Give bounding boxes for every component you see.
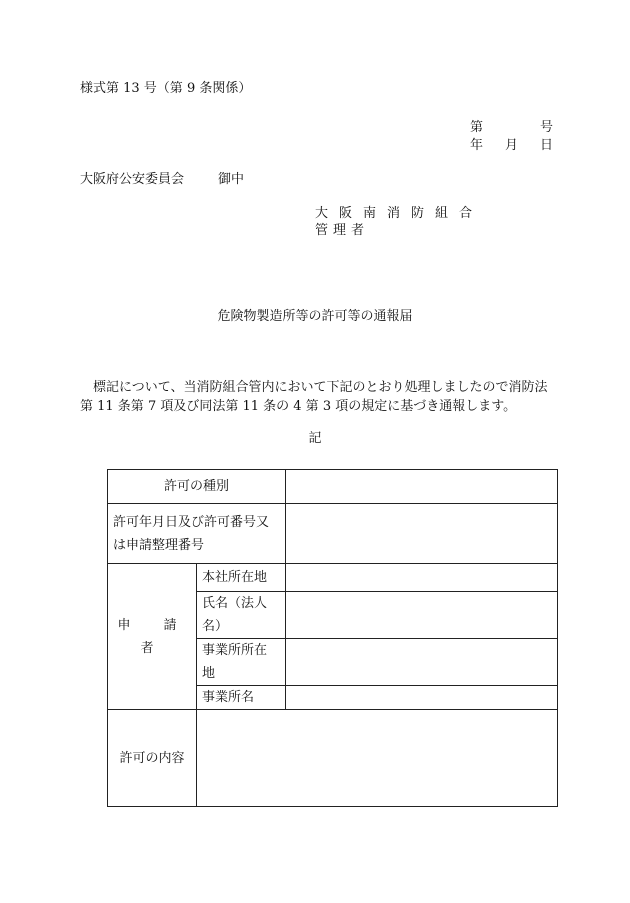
applicant-label: 申 請 者 — [108, 564, 197, 710]
name-label: 氏名（法人名） — [196, 592, 285, 639]
office-name-field[interactable] — [285, 686, 557, 710]
date-month-label: 月 — [505, 138, 519, 153]
permit-content-field[interactable] — [196, 710, 557, 807]
permit-type-field[interactable] — [285, 470, 557, 504]
permit-type-label: 許可の種別 — [108, 470, 286, 504]
table-row — [108, 504, 558, 564]
document-title: 危険物製造所等の許可等の通報届 — [217, 309, 413, 324]
table-row — [108, 710, 558, 807]
form-number: 様式第 13 号（第 9 条関係） — [80, 81, 252, 96]
date-day-label: 日 — [540, 138, 554, 153]
permit-date-number-field[interactable] — [285, 504, 557, 564]
table-row — [108, 564, 558, 592]
notification-form-table — [107, 469, 558, 807]
sender-organization: 大阪南消防組合 — [315, 206, 484, 221]
ki-heading: 記 — [308, 431, 322, 446]
date-year-label: 年 — [470, 138, 484, 153]
sender-title: 管理者 — [315, 223, 370, 238]
office-name-label: 事業所名 — [196, 686, 285, 710]
addressee-honorific: 御中 — [218, 172, 245, 187]
document-number-suffix: 号 — [540, 120, 554, 135]
table-row — [108, 470, 558, 504]
office-address-label: 事業所所在地 — [196, 639, 285, 686]
document-body: 標記について、当消防組合管内において下記のとおり処理しましたので消防法第 11 条第 7 項及び同法第 11 条の 4 第 3 項の規定に基づき通報します。 — [80, 380, 548, 414]
document-number-label: 第 — [470, 120, 484, 135]
office-address-field[interactable] — [285, 639, 557, 686]
hq-address-field[interactable] — [285, 564, 557, 592]
permit-date-number-label: 許可年月日及び許可番号又は申請整理番号 — [108, 504, 286, 564]
hq-address-label: 本社所在地 — [196, 564, 285, 592]
permit-content-label: 許可の内容 — [108, 710, 197, 807]
addressee-name: 大阪府公安委員会 — [80, 172, 185, 187]
name-field[interactable] — [285, 592, 557, 639]
